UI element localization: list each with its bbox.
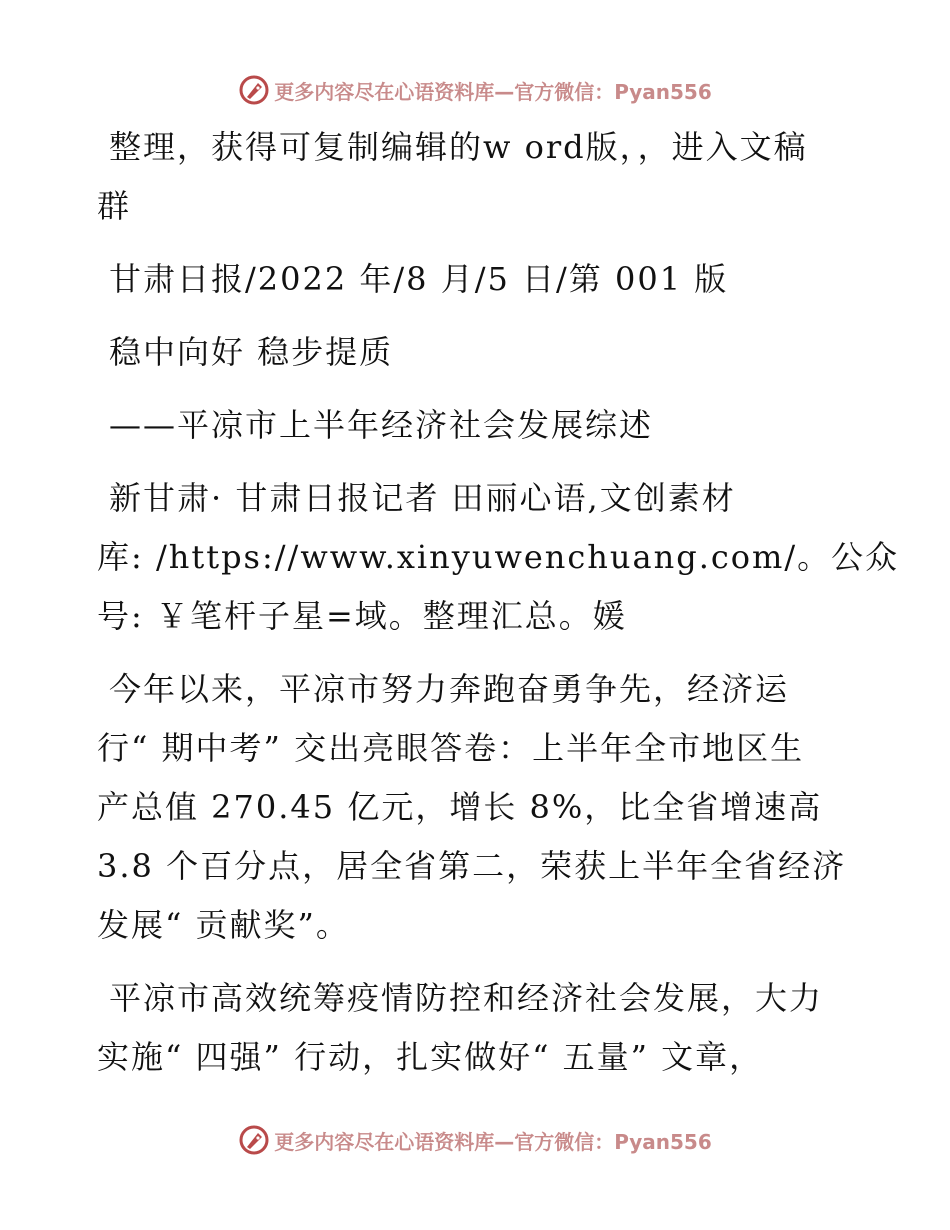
article-title bbox=[97, 323, 857, 382]
document-body bbox=[97, 118, 900, 1087]
footer-banner bbox=[0, 1120, 950, 1160]
text-line: 发展“ 贡献奖”。 bbox=[97, 906, 350, 944]
text-line: 整理，获得可复制编辑的w ord版，，进入文稿 bbox=[109, 128, 808, 166]
text-line: 新甘肃· 甘肃日报记者 田丽心语,文创素材 bbox=[109, 479, 736, 517]
header-banner bbox=[0, 70, 950, 110]
text-line: 实施“ 四强” 行动，扎实做好“ 五量” 文章， bbox=[97, 1038, 764, 1076]
text-line: 产总值 270.45 亿元，增长 8%，比全省增速高 bbox=[97, 788, 823, 826]
banner-text: 更多内容尽在心语资料库—官方微信：Pyan556 bbox=[274, 1129, 712, 1154]
text-line: ——平凉市上半年经济社会发展综述 bbox=[109, 406, 654, 444]
text-line: 群 bbox=[97, 187, 132, 225]
paragraph-body bbox=[97, 969, 857, 1087]
text-line: 平凉市高效统筹疫情防控和经济社会发展，大力 bbox=[109, 979, 824, 1017]
text-line: 3.8 个百分点，居全省第二，荣获上半年全省经济 bbox=[97, 847, 847, 885]
paragraph-source bbox=[97, 250, 857, 309]
paragraph-intro bbox=[97, 118, 857, 236]
paragraph-byline bbox=[97, 469, 900, 646]
paragraph-summary bbox=[97, 660, 857, 955]
text-line: 库: /https://www.xinyuwenchuang.com/。公众 bbox=[97, 538, 900, 576]
text-line: 行“ 期中考” 交出亮眼答卷：上半年全市地区生 bbox=[97, 729, 805, 767]
article-subtitle bbox=[97, 396, 857, 455]
banner-text: 更多内容尽在心语资料库—官方微信：Pyan556 bbox=[274, 79, 712, 104]
text-line: 稳中向好 稳步提质 bbox=[109, 333, 394, 371]
pen-nib-logo-icon bbox=[238, 1124, 270, 1156]
text-line: 今年以来，平凉市努力奔跑奋勇争先，经济运 bbox=[109, 670, 790, 708]
text-line: 甘肃日报/2022 年/8 月/5 日/第 001 版 bbox=[109, 260, 729, 298]
pen-nib-logo-icon bbox=[238, 74, 270, 106]
text-line: 号: ￥笔杆子星=域。整理汇总。媛 bbox=[97, 597, 627, 635]
